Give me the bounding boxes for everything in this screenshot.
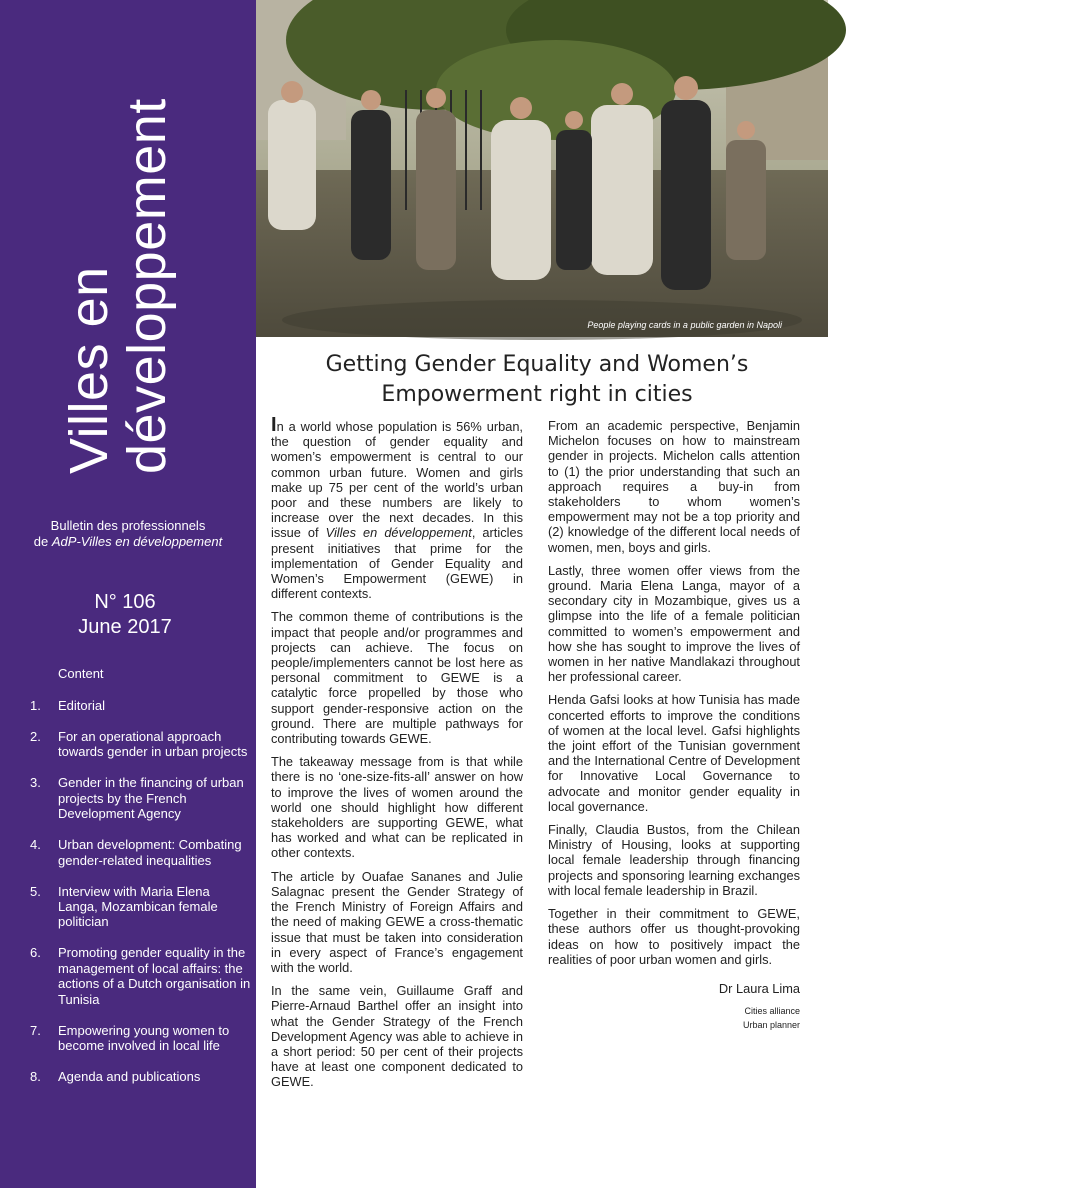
cover-photo xyxy=(256,0,1075,337)
toc-label: Promoting gender equality in the management of local affairs: the actions of a Dutch organisation in Tunisia xyxy=(58,945,251,1007)
toc-label: Interview with Maria Elena Langa, Mozambican female politician xyxy=(58,883,218,930)
toc-number: 2. xyxy=(30,729,41,744)
author-name: Dr Laura Lima xyxy=(718,980,800,996)
issue-number: N° 106 xyxy=(94,591,156,613)
bulletin-prefix: de xyxy=(33,534,52,549)
article-paragraph: Together in their commitment to GEWE, these authors offer us thought-provoking ideas on how to positively impact the realities of poor urban women and girls. xyxy=(548,906,800,967)
photo-credit: Photo credit: Marianne Durand xyxy=(1068,234,1075,330)
toc-item[interactable] xyxy=(30,729,252,760)
author-role: Urban planner xyxy=(742,1020,800,1031)
author-org: Cities alliance xyxy=(744,1006,800,1017)
table-of-contents xyxy=(30,698,252,1100)
toc-number: 5. xyxy=(30,883,41,899)
article-paragraph: In the same vein, Guillaume Graff and Pierre-Arnaud Barthel offer an insight into what the Gender Strategy of the French Development Agency was able to achieve in a short period: 50 per cent of their projects have at least one component dedicated to GEWE. xyxy=(271,983,523,1090)
article-paragraph: The common theme of contributions is the impact that people and/or programmes and projects can achieve. The focus on people/implementers cannot be lost here as personal commitment to GEWE is a catalytic force propelled by those who support gender-responsive action on the ground. There are multiple pathways for contributing towards GEWE. xyxy=(271,609,523,747)
photo-caption: People playing cards in a public garden in Napoli xyxy=(587,320,782,330)
content-heading: Content xyxy=(58,666,104,681)
toc-item[interactable] xyxy=(30,837,252,868)
toc-label: Empowering young women to become involved in local life xyxy=(58,1022,230,1054)
paragraph-text: n a world whose population is 56% urban, the question of gender equality and women’s empowerment is central to our common urban future. Women and girls make up 75 per cent of the world’s urban poor and these numbers are likely to increase over the next decades. In this issue of xyxy=(271,419,523,541)
article-paragraph: From an academic perspective, Benjamin Michelon focuses on how to mainstream gender in projects. Michelon calls attention to (1) the prior understanding that such an approach requires a buy-in from stakeholders to whom women’s empowerment may not be a top priority and (2) knowledge of the different local needs of women, men, boys and girls. xyxy=(548,418,800,555)
issue-info xyxy=(0,590,250,640)
paragraph-text: , articles present initiatives that prime for the implementation of Gender Equality and Women’s Empowerment (GEWE) in different contexts. xyxy=(271,525,523,602)
article-paragraph: Lastly, three women offer views from the ground. Maria Elena Langa, mayor of a secondary city in Mozambique, gives us a glimpse into the life of a female politician committed to women’s empowerment and how she has sought to improve the lives of women in her native Mandlakazi throughout her professional career. xyxy=(548,562,800,685)
toc-item[interactable] xyxy=(30,698,252,713)
toc-number: 3. xyxy=(30,775,41,791)
toc-item[interactable] xyxy=(30,945,252,1007)
toc-label: Gender in the financing of urban projects by the French Development Agency xyxy=(58,775,244,822)
toc-number: 6. xyxy=(30,945,41,961)
toc-label: Agenda and publications xyxy=(58,1069,201,1085)
drop-cap: I xyxy=(271,414,277,436)
toc-item[interactable] xyxy=(30,884,252,930)
toc-number: 7. xyxy=(30,1022,41,1038)
toc-number: 1. xyxy=(30,698,41,713)
masthead-title xyxy=(60,54,176,474)
toc-item[interactable] xyxy=(30,775,252,821)
article-title: Getting Gender Equality and Women’s Empowerment right in cities xyxy=(325,352,749,407)
article-paragraph xyxy=(271,414,523,602)
article-paragraph: The takeaway message from is that while there is no ‘one-size-fits-all’ answer on how to improve the lives of women around the world one should highlight how different stakeholders are supporting GEWE, what has worked and what can be replicated in other contexts. xyxy=(271,754,523,861)
masthead-line-1: Villes en xyxy=(59,266,119,474)
article-paragraph: The article by Ouafae Sananes and Julie Salagnac present the Gender Strategy of the French Ministry of Foreign Affairs and the need of making GEWE a cross-thematic issue that must be taken into consideration in every aspect of France’s engagement with the world. xyxy=(271,868,523,975)
author-affiliation xyxy=(548,1004,800,1032)
publication-name: Villes en développement xyxy=(325,525,472,541)
article-paragraph: Finally, Claudia Bustos, from the Chilean Ministry of Housing, looks at supporting local female leadership through financing projects and sponsoring learning exchanges with local female leadership in Brazil. xyxy=(548,822,800,898)
toc-number: 4. xyxy=(30,837,41,853)
bulletin-org: AdP-Villes en développement xyxy=(51,534,223,549)
garden-scene-illustration xyxy=(256,0,828,337)
toc-number: 8. xyxy=(30,1069,41,1085)
article-paragraph: Henda Gafsi looks at how Tunisia has made concerted efforts to improve the conditions of women at the local level. Gafsi highlights the joint effort of the Tunisian government and the International Centre of Development for Innovative Local Governance to advocate and monitor gender equality in local governance. xyxy=(548,692,800,814)
article-column-right xyxy=(548,418,800,1032)
toc-label: For an operational approach towards gender in urban projects xyxy=(58,729,248,760)
toc-item[interactable] xyxy=(30,1069,252,1084)
bulletin-subtitle xyxy=(0,518,256,550)
toc-label: Urban development: Combating gender-related inequalities xyxy=(58,837,242,868)
bulletin-line-1: Bulletin des professionnels xyxy=(50,518,206,533)
issue-date: June 2017 xyxy=(78,616,172,638)
article-column-left xyxy=(271,414,523,1098)
bulletin-line-2 xyxy=(0,534,256,550)
masthead-line-2: développement xyxy=(117,98,177,474)
toc-item[interactable] xyxy=(30,1023,252,1054)
toc-label: Editorial xyxy=(58,698,105,713)
sidebar xyxy=(0,0,256,1188)
